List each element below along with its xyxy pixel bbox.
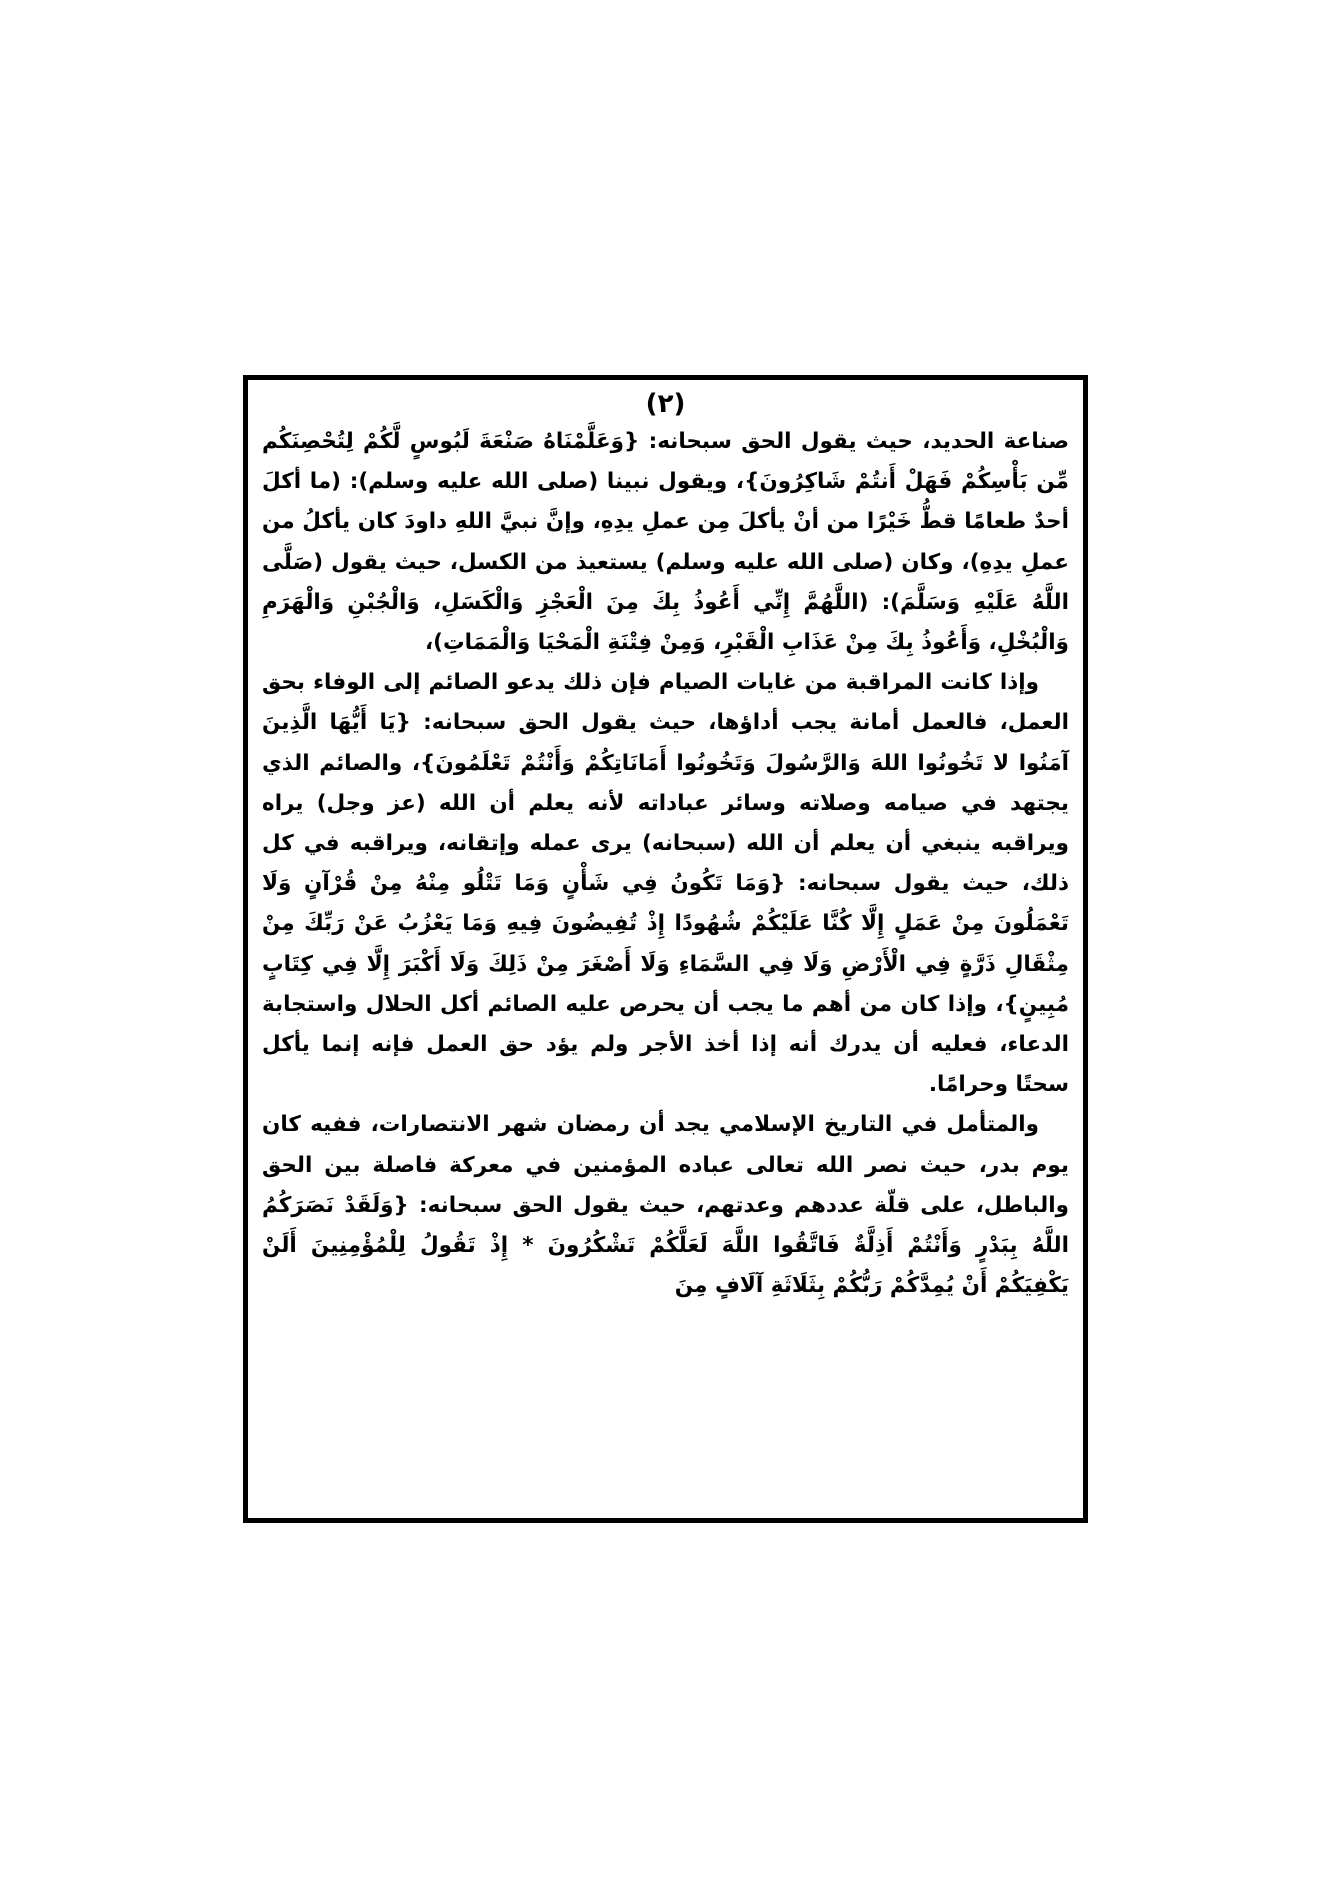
paragraph-3: والمتأمل في التاريخ الإسلامي يجد أن رمضان شهر الانتصارات، ففيه كان يوم بدر، حيث نصر الله تعالى عباده المؤمنين في معركة فاصلة بين الحق والباطل، على قلّة عددهم وعدتهم، حيث يقول الحق سبحانه: {وَلَقَدْ نَصَرَكُمُ اللَّهُ بِبَدْرٍ وَأَنْتُمْ أَذِلَّةٌ فَاتَّقُوا اللَّهَ لَعَلَّكُمْ تَشْكُرُونَ * إِذْ تَقُولُ لِلْمُؤْمِنِينَ أَلَنْ يَكْفِيَكُمْ أَنْ يُمِدَّكُمْ رَبُّكُمْ بِثَلَاثَةِ آلَافٍ مِنَ [262,1112,1069,1299]
paragraph-2: وإذا كانت المراقبة من غايات الصيام فإن ذلك يدعو الصائم إلى الوفاء بحق العمل، فالعمل أمانة يجب أداؤها، حيث يقول الحق سبحانه: {يَا أَيُّهَا الَّذِينَ آمَنُوا لا تَخُونُوا اللهَ وَالرَّسُولَ وَتَخُونُوا أَمَانَاتِكُمْ وَأَنْتُمْ تَعْلَمُونَ}، والصائم الذي يجتهد في صيامه وصلاته وسائر عباداته لأنه يعلم أن الله (عز وجل) يراه ويراقبه ينبغي أن يعلم أن الله (سبحانه) يرى عمله وإتقانه، ويراقبه في كل ذلك، حيث يقول سبحانه: {وَمَا تَكُونُ فِي شَأْنٍ وَمَا تَتْلُو مِنْهُ مِنْ قُرْآنٍ وَلَا تَعْمَلُونَ مِنْ عَمَلٍ إِلَّا كُنَّا عَلَيْكُمْ شُهُودًا إِذْ تُفِيضُونَ فِيهِ وَمَا يَعْزُبُ عَنْ رَبِّكَ مِنْ مِثْقَالِ ذَرَّةٍ فِي الْأَرْضِ وَلَا فِي السَّمَاءِ وَلَا أَصْغَرَ مِنْ ذَلِكَ وَلَا أَكْبَرَ إِلَّا فِي كِتَابٍ مُبِينٍ}، وإذا كان من أهم ما يجب أن يحرص عليه الصائم أكل الحلال واستجابة الدعاء، فعليه أن يدرك أنه إذا أخذ الأجر ولم يؤد حق العمل فإنه إنما يأكل سحتًا وحرامًا. [262,670,1069,1098]
page-frame [243,375,1088,1523]
page-number: (٢) [645,389,686,419]
paragraph-1: صناعة الحديد، حيث يقول الحق سبحانه: {وَعَلَّمْنَاهُ صَنْعَةَ لَبُوسٍ لَّكُمْ لِتُحْصِنَكُم مِّن بَأْسِكُمْ فَهَلْ أَنتُمْ شَاكِرُونَ}، ويقول نبينا (صلى الله عليه وسلم): (ما أكلَ أحدٌ طعامًا قطُّ خَيْرًا من أنْ يأكلَ مِن عملِ يدِهِ، وإنَّ نبيَّ اللهِ داودَ كان يأكلُ من عملِ يدِهِ)، وكان (صلى الله عليه وسلم) يستعيذ من الكسل، حيث يقول (صَلَّى اللَّهُ عَلَيْهِ وَسَلَّمَ): (اللَّهُمَّ إِنِّي أَعُوذُ بِكَ مِنَ الْعَجْزِ وَالْكَسَلِ، وَالْجُبْنِ وَالْهَرَمِ وَالْبُخْلِ، وَأَعُوذُ بِكَ مِنْ عَذَابِ الْقَبْرِ، وَمِنْ فِتْنَةِ الْمَحْيَا وَالْمَمَاتِ)، [262,429,1069,656]
